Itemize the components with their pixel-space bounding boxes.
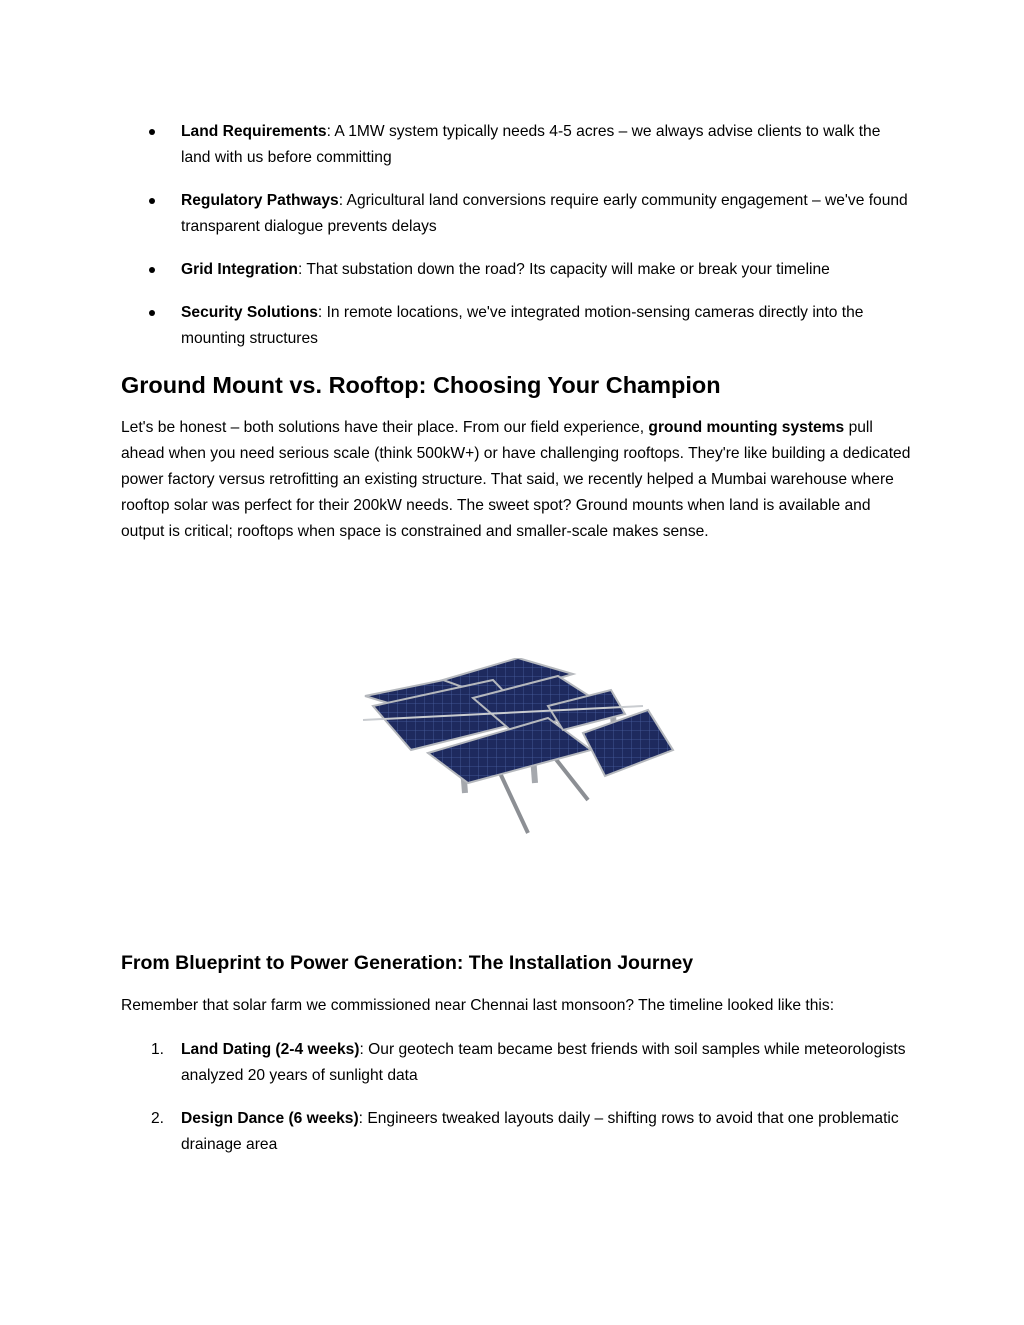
- list-item-text: : In remote locations, we've integrated motion-sensing cameras directly into the mounting structures: [181, 304, 864, 347]
- paragraph-text: Let's be honest – both solutions have their place. From our field experience,: [121, 419, 649, 436]
- list-item-term: Regulatory Pathways: [181, 192, 339, 209]
- list-item: [121, 300, 911, 352]
- list-item-term: Design Dance (6 weeks): [181, 1110, 359, 1127]
- section-intro: Remember that solar farm we commissioned near Chennai last monsoon? The timeline looked like this:: [121, 997, 835, 1014]
- bullet-icon: [149, 267, 155, 273]
- spacer: [121, 1019, 911, 1037]
- paragraph-text: pull ahead when you need serious scale (think 500kW+) or have challenging rooftops. They're like building a dedicated power factory versus retrofitting an existing structure. That said, we recently helped a Mumbai warehouse where rooftop solar was perfect for their 200kW needs. The sweet spot? Ground mounts when land is available and output is critical; rooftops when space is constrained and smaller-scale makes sense.: [121, 419, 911, 540]
- list-item-text: : A 1MW system typically needs 4-5 acres – we always advise clients to walk the land with us before committing: [181, 123, 881, 166]
- list-item: [121, 1037, 911, 1089]
- list-item: [121, 257, 911, 283]
- document-content: [121, 119, 911, 1175]
- list-item: [121, 119, 911, 171]
- list-item-text: : Our geotech team became best friends with soil samples while meteorologists analyzed 20 years of sunlight data: [181, 1041, 906, 1084]
- list-item-text: : That substation down the road? Its capacity will make or break your timeline: [297, 261, 830, 278]
- list-item-term: Security Solutions: [181, 304, 318, 321]
- list-item-number: 2.: [151, 1110, 165, 1127]
- list-item-term: Land Dating (2-4 weeks): [181, 1041, 360, 1058]
- list-item-number: 1.: [151, 1041, 165, 1058]
- bullet-icon: [149, 310, 155, 316]
- list-item: [121, 188, 911, 240]
- section-heading-ground-vs-rooftop: Ground Mount vs. Rooftop: Choosing Your Champion: [121, 372, 721, 398]
- requirements-list: [121, 119, 911, 352]
- list-item-text: : Agricultural land conversions require early community engagement – we've found transparent dialogue prevents delays: [181, 192, 908, 235]
- list-item: [121, 1106, 911, 1158]
- solar-image-container: [121, 545, 911, 949]
- paragraph-bold-text: ground mounting systems: [648, 419, 845, 436]
- installation-steps-list: [121, 1037, 911, 1158]
- list-item-text: : Engineers tweaked layouts daily – shifting rows to avoid that one problematic drainage area: [181, 1110, 899, 1153]
- bullet-icon: [149, 129, 155, 135]
- section-paragraph: [121, 415, 911, 545]
- solar-panel-array-illustration: [343, 658, 683, 848]
- bullet-icon: [149, 198, 155, 204]
- section-heading-installation-journey: From Blueprint to Power Generation: The Installation Journey: [121, 952, 694, 974]
- list-item-term: Land Requirements: [181, 123, 327, 140]
- list-item-term: Grid Integration: [181, 261, 298, 278]
